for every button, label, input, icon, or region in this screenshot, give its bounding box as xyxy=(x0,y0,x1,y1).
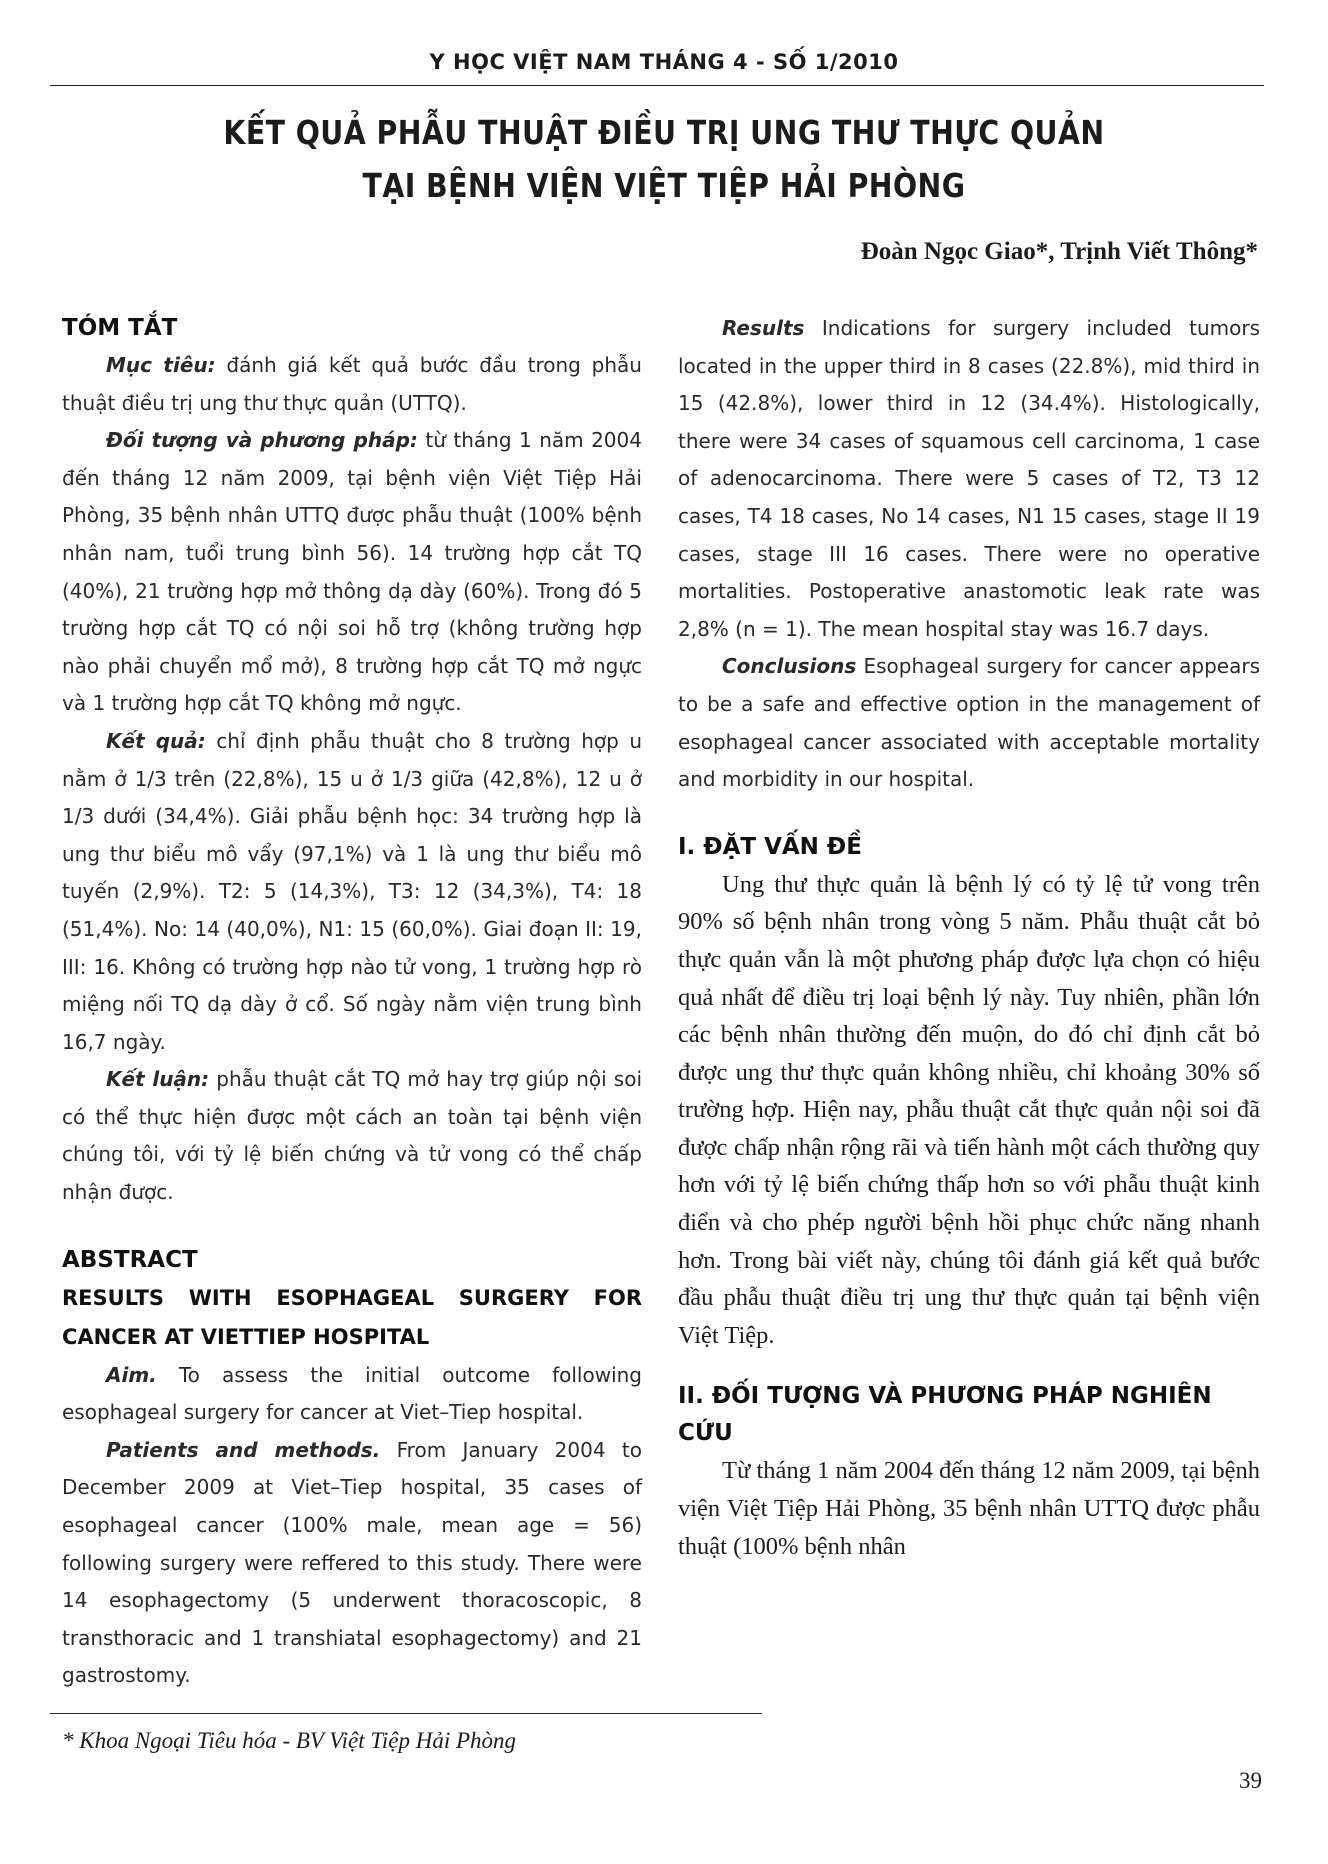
summary-methods xyxy=(62,422,642,723)
abstract-methods-label: Patients and methods. xyxy=(106,1437,381,1462)
summary-heading: TÓM TẮT xyxy=(62,315,178,341)
abstract-heading: ABSTRACT xyxy=(62,1246,198,1273)
abstract-results-label: Results xyxy=(722,316,805,340)
left-column xyxy=(62,310,642,1695)
section-1-body xyxy=(678,866,1260,1355)
abstract-aim xyxy=(62,1357,642,1432)
section-1-heading: I. ĐẶT VẤN ĐỀ xyxy=(678,833,862,860)
abstract-subtitle: RESULTS WITH ESOPHAGEAL SURGERY FOR CANCER AT VIETTIEP HOSPITAL xyxy=(62,1285,642,1349)
summary-aim xyxy=(62,347,642,422)
section-2-paragraph: Từ tháng 1 năm 2004 đến tháng 12 năm 2009, tại bệnh viện Việt Tiệp Hải Phòng, 35 bệnh nhân UTTQ được phẫu thuật (100% bệnh nhân xyxy=(678,1457,1260,1560)
summary-results xyxy=(62,723,642,1061)
summary-aim-label: Mục tiêu: xyxy=(106,353,216,377)
summary-results-text: chỉ định phẫu thuật cho 8 trường hợp u nằm ở 1/3 trên (22,8%), 15 u ở 1/3 giữa (42,8%), 12 u ở 1/3 dưới (34,4%). Giải phẫu bệnh học: 34 trường hợp là ung thư biểu mô vẩy (97,1%) và 1 là ung thư biểu mô tuyến (2,9%). T2: 5 (14,3%), T3: 12 (34,3%), T4: 18 (51,4%). No: 14 (40,0%), N1: 15 (60,0%). Giai đoạn II: 19, III: 16. Không có trường hợp nào tử vong, 1 trường hợp rò miệng nối TQ dạ dày ở cổ. Số ngày nằm viện trung bình 16,7 ngày. xyxy=(62,728,642,1054)
abstract-en xyxy=(62,1357,642,1695)
article-title xyxy=(120,106,1208,212)
abstract-conclusions-label: Conclusions xyxy=(722,654,857,679)
abstract-aim-label: Aim. xyxy=(106,1362,157,1387)
authors: Đoàn Ngọc Giao*, Trịnh Viết Thông* xyxy=(860,238,1258,265)
summary-methods-label: Đối tượng và phương pháp: xyxy=(106,428,418,453)
footnote-rule xyxy=(50,1713,762,1714)
article-title-line-1: KẾT QUẢ PHẪU THUẬT ĐIỀU TRỊ UNG THƯ THỰC QUẢN xyxy=(223,113,1105,152)
page-number: 39 xyxy=(1239,1768,1262,1793)
summary-vi xyxy=(62,347,642,1212)
abstract-en-continued xyxy=(678,310,1260,799)
abstract-aim-text: To assess the initial outcome following esophageal surgery for cancer at Viet–Tiep hospital. xyxy=(62,1362,642,1425)
abstract-conclusions xyxy=(678,648,1260,798)
summary-conclusion-text: phẫu thuật cắt TQ mở hay trợ giúp nội soi có thể thực hiện được một cách an toàn tại bệnh viện chúng tôi, với tỷ lệ biến chứng và tử vong có thể chấp nhận được. xyxy=(62,1067,642,1205)
abstract-methods-text: From January 2004 to December 2009 at Viet–Tiep hospital, 35 cases of esophageal cancer (100% male, mean age = 56) following surgery were reffered to this study. There were 14 esophagectomy (5 underwent thoracoscopic, 8 transthoracic and 1 transhiatal esophagectomy) and 21 gastrostomy. xyxy=(62,1437,643,1688)
summary-conclusion-label: Kết luận: xyxy=(106,1067,210,1092)
summary-aim-text: đánh giá kết quả bước đầu trong phẫu thuật điều trị ung thư thực quản (UTTQ). xyxy=(62,353,642,415)
summary-methods-text: từ tháng 1 năm 2004 đến tháng 12 năm 2009, tại bệnh viện Việt Tiệp Hải Phòng, 35 bệnh nhân UTTQ được phẫu thuật (100% bệnh nhân nam, tuổi trung bình 56). 14 trường hợp cắt TQ (40%), 21 trường hợp mở thông dạ dày (60%). Trong đó 5 trường hợp cắt TQ có nội soi hỗ trợ (không trường hợp nào phải chuyển mổ mở), 8 trường hợp cắt TQ mở ngực và 1 trường hợp cắt TQ không mở ngực. xyxy=(62,428,642,716)
header-rule xyxy=(50,85,1264,86)
section-2-heading: II. ĐỐI TƯỢNG VÀ PHƯƠNG PHÁP NGHIÊN CỨU xyxy=(678,1383,1212,1447)
running-header: Y HỌC VIỆT NAM THÁNG 4 - SỐ 1/2010 xyxy=(429,50,899,74)
summary-results-label: Kết quả: xyxy=(106,728,206,753)
article-title-line-2: TẠI BỆNH VIỆN VIỆT TIỆP HẢI PHÒNG xyxy=(362,166,966,205)
right-column xyxy=(678,310,1260,1565)
section-1-paragraph: Ung thư thực quản là bệnh lý có tỷ lệ tử vong trên 90% số bệnh nhân trong vòng 5 năm. Phẫu thuật cắt bỏ thực quản vẫn là một phương pháp được lựa chọn có hiệu quả nhất để điều trị loại bệnh lý này. Tuy nhiên, phần lớn các bệnh nhân thường đến muộn, do đó chỉ định cắt bỏ được ung thư thực quản không nhiều, chỉ khoảng 30% số trường hợp. Hiện nay, phẫu thuật cắt thực quản nội soi đã được chấp nhận rộng rãi và tiến hành một cách thường quy hơn với tỷ lệ biến chứng thấp hơn so với phẫu thuật kinh điển và cho phép người bệnh hồi phục chức năng nhanh hơn. Trong bài viết này, chúng tôi đánh giá kết quả bước đầu phẫu thuật điều trị ung thư thực quản tại bệnh viện Việt Tiệp. xyxy=(678,870,1260,1349)
footnote: * Khoa Ngoại Tiêu hóa - BV Việt Tiệp Hải Phòng xyxy=(62,1728,517,1753)
abstract-results-text: Indications for surgery included tumors located in the upper third in 8 cases (22.8%), mid third in 15 (42.8%), lower third in 12 (34.4%). Histologically, there were 34 cases of squamous cell carcinoma, 1 case of adenocarcinoma. There were 5 cases of T2, T3 12 cases, T4 18 cases, No 14 cases, N1 15 cases, stage II 19 cases, stage III 16 cases. There were no operative mortalities. Postoperative anastomotic leak rate was 2,8% (n = 1). The mean hospital stay was 16.7 days. xyxy=(678,316,1260,641)
summary-conclusion xyxy=(62,1061,642,1211)
abstract-conclusions-text: Esophageal surgery for cancer appears to be a safe and effective option in the management of esophageal cancer associated with acceptable mortality and morbidity in our hospital. xyxy=(678,654,1260,792)
section-2-body xyxy=(678,1452,1260,1565)
abstract-methods xyxy=(62,1432,642,1695)
abstract-results xyxy=(678,310,1260,648)
